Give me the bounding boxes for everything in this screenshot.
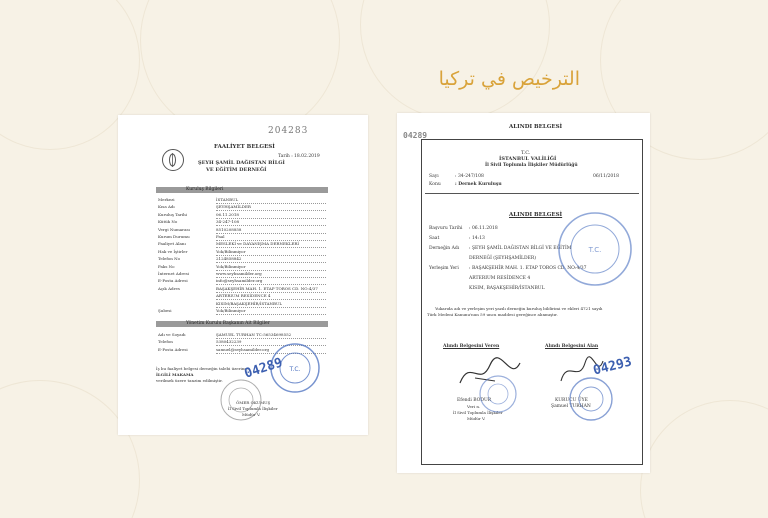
row-value: 06.11.2018 bbox=[216, 211, 239, 217]
gov-line: T.C. bbox=[521, 150, 531, 156]
divider bbox=[425, 193, 639, 194]
stamp-number: 04289 bbox=[242, 355, 285, 382]
row-label: Derneğin Adı bbox=[429, 246, 460, 251]
row-value: : BAŞAKŞEHİR MAH. 1. ETAP TOROS CD. NO:4/37 bbox=[469, 266, 587, 271]
row-value: ŞAMUEL TURHAN TC:56534698552 bbox=[216, 332, 292, 337]
organization-name-line1: ŞEYH ŞAMİL DAĞISTAN BİLGİ bbox=[198, 160, 285, 166]
row-separator bbox=[216, 314, 326, 315]
page-heading: الترخيص في تركيا bbox=[438, 68, 580, 90]
signer-title: İl Sivil Toplumla İlişkiler bbox=[228, 406, 278, 411]
row-label: Merkezi bbox=[158, 197, 175, 202]
signer-name: ÖMER OKUMUŞ bbox=[236, 400, 271, 405]
round-stamp-icon bbox=[218, 377, 264, 423]
row-label: Faaliyet Alanı bbox=[158, 241, 186, 247]
row-label: Şubesi bbox=[158, 308, 172, 313]
row-label: Saat bbox=[429, 236, 440, 241]
row-value: İSTANBUL bbox=[216, 197, 239, 202]
section-title: Yönetim Kurulu Başkanın Ait Bilgiler bbox=[186, 321, 270, 326]
background-ornament bbox=[360, 0, 550, 120]
document-title: FAALİYET BELGESİ bbox=[214, 144, 275, 150]
row-value: KISIM/BAŞAKŞEHİR/İSTANBUL bbox=[216, 300, 282, 306]
row-value: : 06.11.2018 bbox=[469, 226, 498, 231]
row-label: Kısa Adı bbox=[158, 204, 175, 210]
receiver-label: Alındı Belgesini Alan bbox=[545, 344, 599, 349]
row-value: 5380432239 bbox=[216, 339, 242, 345]
section-band-founding-info bbox=[156, 187, 328, 193]
row-value: KISIM, BAŞAKŞEHİR/İSTANBUL bbox=[469, 286, 545, 291]
receiver-name: Şamuel TURHAN bbox=[551, 404, 591, 409]
row-label: Kurum Durumu bbox=[158, 234, 190, 239]
background-ornament bbox=[640, 400, 768, 518]
row-label: E-Posta Adresi bbox=[158, 278, 188, 284]
row-value: 34-247-108 bbox=[216, 219, 240, 225]
row-label: Faks No bbox=[158, 263, 175, 269]
association-logo-icon bbox=[162, 149, 184, 171]
row-value: Faal bbox=[216, 234, 225, 239]
row-value: 2124858842 bbox=[216, 256, 242, 262]
gov-line: İl Sivil Toplumla İlişkiler Müdürlüğü bbox=[485, 163, 578, 168]
corner-number: 04289 bbox=[403, 131, 428, 140]
row-value: Yok/Bilinmiyor bbox=[216, 263, 246, 269]
section-band-board-info bbox=[156, 321, 328, 327]
row-value: info@seyhsamilder.org bbox=[216, 278, 263, 284]
row-value: ARTERIUM RESİDENCE 4 bbox=[469, 276, 531, 281]
giver-name: Efendi BODUR bbox=[457, 398, 492, 403]
row-value: DERNEĞİ (ŞEYHŞAMİLDER) bbox=[469, 256, 537, 261]
row-value: MESLEKİ ve DAYANIŞMA DERNEKLERİ bbox=[216, 241, 300, 247]
giver-title: Veri n. bbox=[467, 404, 481, 409]
row-label: E-Posta Adresi bbox=[158, 346, 188, 352]
paragraph-text: Yukarıda adı ve yerleşim yeri yazılı derneğin kuruluş bildirimi ve ekleri 4721 sayılı bbox=[435, 306, 603, 311]
row-label: Adı ve Soyadı bbox=[158, 332, 186, 337]
paragraph-text: Türk Medeni Kanunu'nun 59 uncu maddesi gereğince alınmıştır. bbox=[427, 312, 558, 317]
signer-title: Müdür V. bbox=[242, 412, 261, 417]
section-title: Kuruluş Bilgileri bbox=[186, 187, 224, 192]
giver-label: Alındı Belgesini Veren bbox=[443, 344, 500, 349]
svg-text:T.C.: T.C. bbox=[289, 366, 301, 373]
row-label: Açık Adres bbox=[158, 285, 180, 291]
corner-number: 204283 bbox=[268, 126, 309, 136]
official-seal-icon bbox=[555, 209, 635, 289]
row-value: BAŞAKŞEHİR MAH. 1. ETAP TOROS CD. NO:4/37 bbox=[216, 285, 318, 291]
sayi-value: : 34-247/108 bbox=[455, 174, 484, 179]
row-label: Başvuru Tarihi bbox=[429, 226, 463, 231]
row-label: Telefon No bbox=[158, 256, 181, 262]
row-label: Hak ve İştirler bbox=[158, 248, 188, 254]
top-title: ALINDI BELGESİ bbox=[509, 124, 563, 130]
date-label: Tarih : bbox=[278, 154, 293, 159]
giver-title: İl Sivil Toplumla İlişkiler bbox=[453, 410, 503, 415]
footer-text: İş bu faaliyet belgesi derneğin talebi üzerine, bbox=[156, 366, 249, 371]
gov-line: İSTANBUL VALİLİĞİ bbox=[499, 156, 557, 162]
round-stamp-icon bbox=[477, 373, 519, 415]
date-value: 06/11/2018 bbox=[593, 174, 619, 179]
row-value: : ŞEYH ŞAMİL DAĞISTAN BİLGİ VE EĞİTİM bbox=[469, 246, 572, 251]
organization-name-line2: VE EĞİTİM DERNEĞİ bbox=[206, 167, 267, 173]
activity-certificate-document bbox=[118, 115, 368, 435]
svg-text:T.C.: T.C. bbox=[588, 246, 602, 254]
row-separator bbox=[216, 233, 326, 234]
row-label: İnternet Adresi bbox=[158, 271, 189, 276]
konu-label: Konu bbox=[429, 182, 441, 187]
sayi-label: Sayı bbox=[429, 174, 439, 179]
footer-text: İLGİLİ MAKAMA bbox=[156, 372, 194, 377]
row-value: samuel@seyhsamilder.org bbox=[216, 346, 270, 352]
row-value: Yok/Bilinmiyor bbox=[216, 308, 246, 313]
receiver-title: KURUCU ÜYE bbox=[555, 398, 588, 403]
row-value: ŞEYHŞAMİLDER bbox=[216, 204, 251, 210]
row-label: Vergi Numarası bbox=[158, 226, 190, 232]
row-label: Kuruluş Tarihi bbox=[158, 211, 187, 217]
giver-title: Müdür V. bbox=[467, 416, 486, 421]
row-value: : 14:13 bbox=[469, 236, 485, 241]
receipt-document bbox=[397, 113, 650, 473]
konu-value: : Dernek Kuruluşu bbox=[455, 182, 502, 187]
row-label: Telefon bbox=[158, 339, 173, 345]
footer-text: verilmek üzere tanzim edilmiştir. bbox=[156, 378, 223, 383]
row-value: ARTERIUM RESİDENCE 4 bbox=[216, 293, 271, 299]
row-label: Kütük No bbox=[158, 219, 178, 225]
document-frame bbox=[421, 139, 643, 465]
stamp-number: 04293 bbox=[591, 354, 634, 379]
row-value: 8510208858 bbox=[216, 226, 242, 232]
row-value: www.seyhsamilder.org bbox=[216, 271, 262, 276]
row-value: Yok/Bilinmiyor bbox=[216, 248, 246, 254]
receipt-title: ALINDI BELGESİ bbox=[509, 212, 563, 218]
row-label: Yerleşim Yeri bbox=[429, 266, 459, 271]
date-value: 18.02.2019 bbox=[294, 154, 320, 159]
round-stamp-icon bbox=[567, 375, 615, 423]
